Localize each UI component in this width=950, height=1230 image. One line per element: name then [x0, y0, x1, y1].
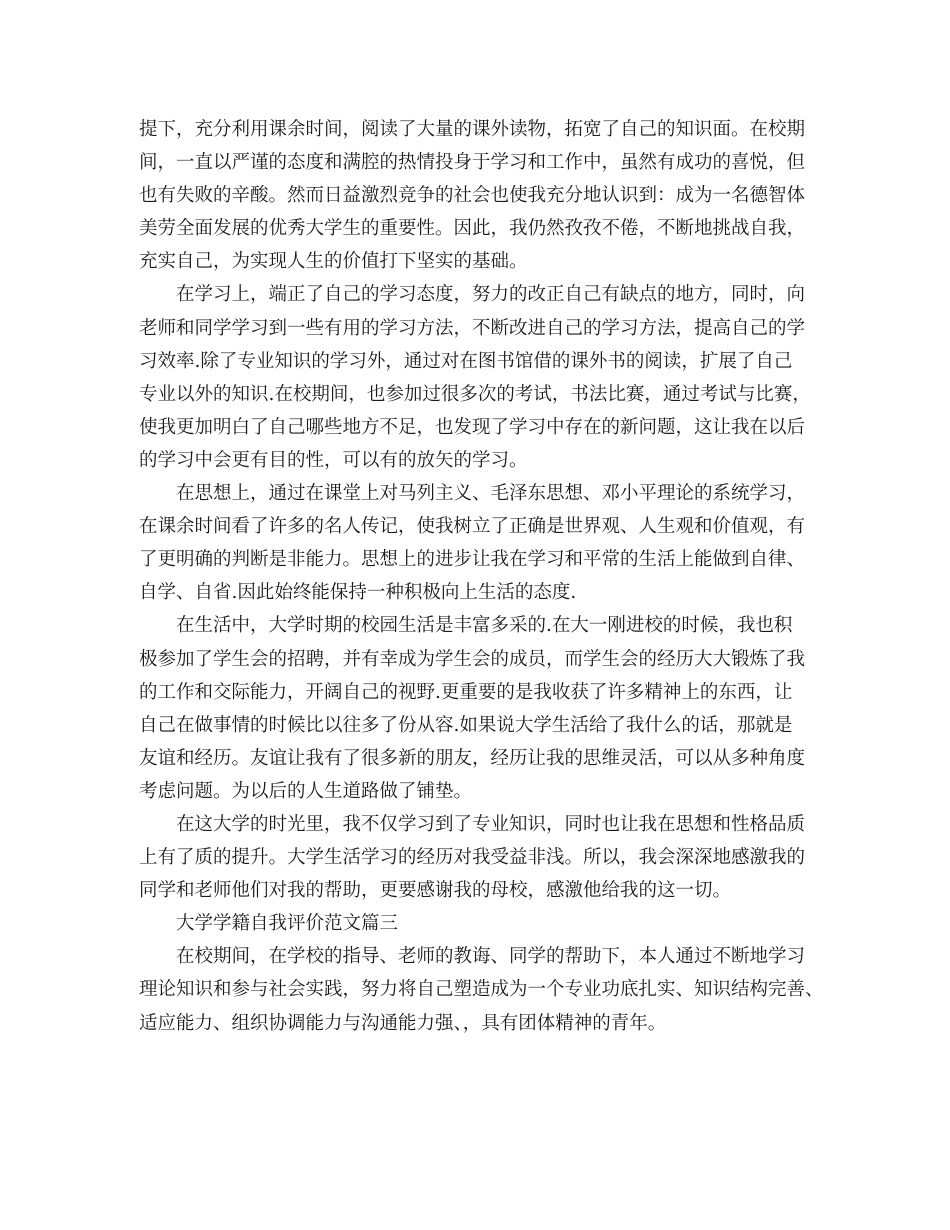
text-line: 同学和老师他们对我的帮助，更要感谢我的母校，感激他给我的这一切。: [139, 880, 732, 902]
text-line: 考虑问题。为以后的人生道路做了铺垫。: [139, 780, 473, 802]
paragraph-3: [139, 477, 815, 609]
text-line: 提下，充分利用课余时间，阅读了大量的课外读物，拓宽了自己的知识面。在校期: [139, 119, 806, 140]
text-line: 在学习上，端正了自己的学习态度，努力的改正自己有缺点的地方，同时，向: [176, 284, 806, 306]
paragraph-4: [139, 609, 815, 808]
text-line: 了更明确的判断是非能力。思想上的进步让我在学习和平常的生活上能做到自律、: [139, 549, 806, 571]
text-line: 在校期间，在学校的指导、老师的教诲、同学的帮助下，本人通过不断地学习: [176, 946, 806, 968]
paragraph-2: [139, 278, 815, 477]
text-line: 专业以外的知识.在校期间，也参加过很多次的考试，书法比赛，通过考试与比赛，: [139, 383, 811, 405]
text-line: 自学、自省.因此始终能保持一种积极向上生活的态度.: [139, 582, 577, 604]
text-line: 使我更加明白了自己哪些地方不足，也发现了学习中存在的新问题，这让我在以后: [139, 416, 806, 438]
text-line: 习效率.除了专业知识的学习外，通过对在图书馆借的课外书的阅读，扩展了自己: [139, 350, 793, 372]
text-line: 间，一直以严谨的态度和满腔的热情投身于学习和工作中，虽然有成功的喜悦，但: [139, 152, 806, 174]
text-line: 在生活中，大学时期的校园生活是丰富多采的.在大一刚进校的时候，我也积: [176, 615, 793, 637]
text-line: 的工作和交际能力，开阔自己的视野.更重要的是我收获了许多精神上的东西，让: [139, 681, 793, 703]
text-line: 美劳全面发展的优秀大学生的重要性。因此，我仍然孜孜不倦，不断地挑战自我，: [139, 218, 806, 240]
text-line: 充实自己，为实现人生的价值打下坚实的基础。: [139, 251, 528, 273]
document-body: [139, 113, 824, 1040]
text-line: 在这大学的时光里，我不仅学习到了专业知识，同时也让我在思想和性格品质: [176, 813, 806, 835]
text-line: 在思想上，通过在课堂上对马列主义、毛泽东思想、邓小平理论的系统学习，: [176, 483, 806, 505]
text-line: 在课余时间看了许多的名人传记，使我树立了正确是世界观、人生观和价值观，有: [139, 516, 806, 538]
paragraph-1: [139, 113, 815, 278]
text-line: 也有失败的辛酸。然而日益激烈竞争的社会也使我充分地认识到：成为一名德智体: [139, 185, 806, 207]
text-line: 老师和同学学习到一些有用的学习方法，不断改进自己的学习方法，提高自己的学: [139, 317, 806, 339]
text-line: 友谊和经历。友谊让我有了很多新的朋友，经历让我的思维灵活，可以从多种角度: [139, 747, 806, 769]
text-line: 自己在做事情的时候比以往多了份从容.如果说大学生活给了我什么的话，那就是: [139, 714, 793, 736]
paragraph-5: [139, 808, 815, 907]
section-heading: [139, 907, 815, 940]
text-line: 极参加了学生会的招聘，并有幸成为学生会的成员，而学生会的经历大大锻炼了我: [139, 648, 806, 670]
text-line: 适应能力、组织协调能力与沟通能力强、，具有团体精神的青年。: [139, 1012, 667, 1034]
text-line: 上有了质的提升。大学生活学习的经历对我受益非浅。所以，我会深深地感激我的: [139, 847, 806, 869]
heading-text: 大学学籍自我评价范文篇三: [176, 913, 399, 935]
paragraph-7: [139, 940, 824, 1039]
text-line: 理论知识和参与社会实践，努力将自己塑造成为一个专业功底扎实、知识结构完善、: [139, 979, 824, 1001]
text-line: 的学习中会更有目的性，可以有的放矢的学习。: [139, 449, 528, 471]
